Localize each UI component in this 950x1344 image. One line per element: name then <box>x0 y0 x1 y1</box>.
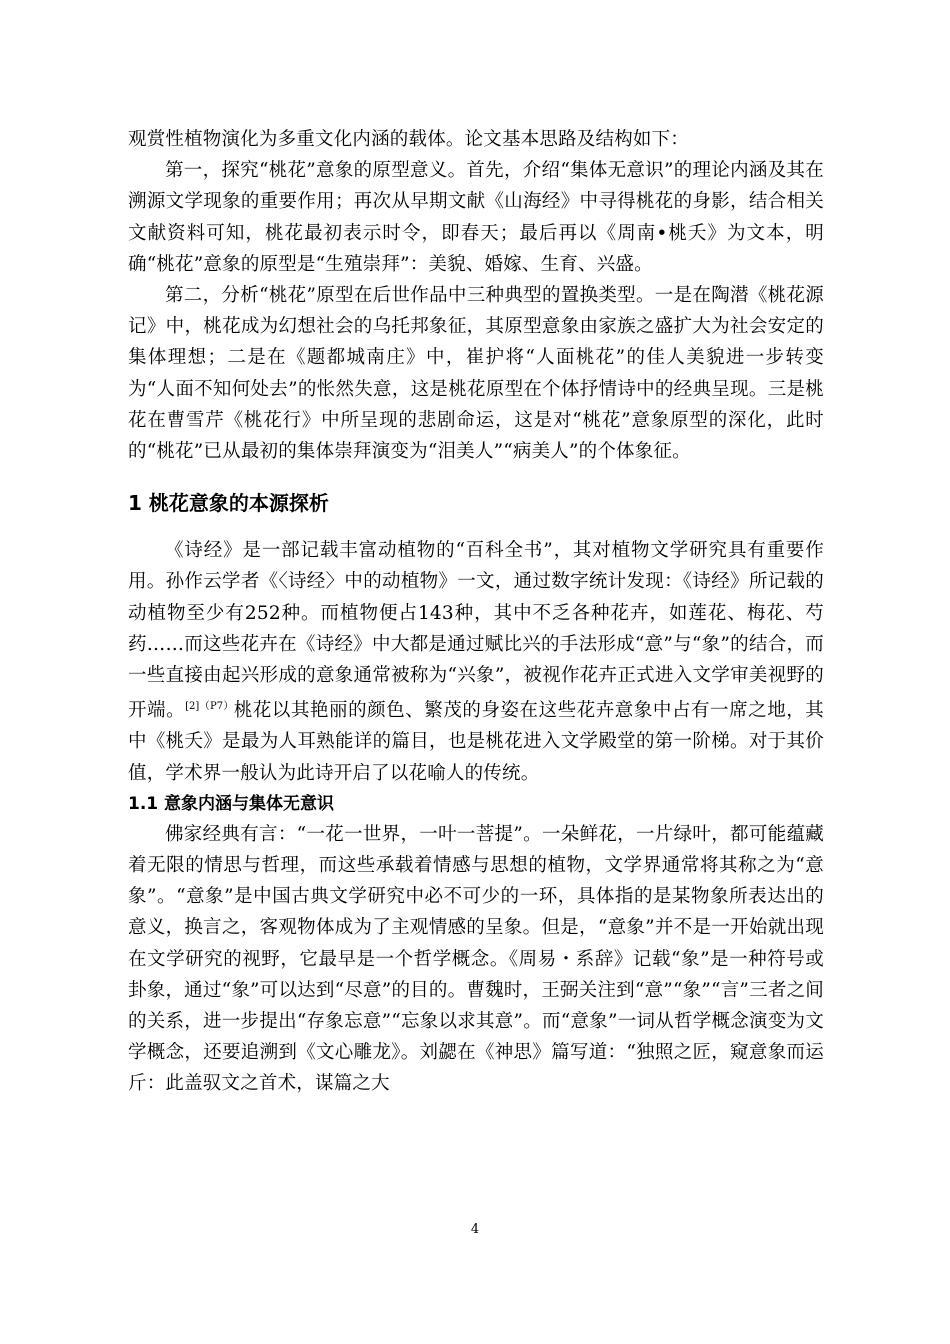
paragraph: 第二，分析“桃花”原型在后世作品中三种典型的置换类型。一是在陶潜《桃花源记》中，桃花成为幻想社会的乌托邦象征，其原型意象由家族之盛扩大为社会安定的集体理想；二是在《题都城南庄》中，崔护将“人面桃花”的佳人美貌进一步转变为“人面不知何处去”的怅然失意，这是桃花原型在个体抒情诗中的经典呈现。三是桃花在曹雪芹《桃花行》中所呈现的悲剧命运，这是对“桃花”意象原型的深化，此时的“桃花”已从最初的集体崇拜演变为“泪美人”“病美人”的个体象征。 <box>128 285 824 463</box>
paragraph <box>128 535 824 789</box>
paragraph-text: 桃花以其艳丽的颜色、繁茂的身姿在这些花卉意象中占有一席之地，其中《桃夭》是最为人耳熟能详的篇目，也是桃花进入文学殿堂的第一阶梯。对于其价值，学术界一般认为此诗开启了以花喻人的传统。 <box>128 700 824 784</box>
citation-marker: [2]（P7） <box>185 701 234 713</box>
paragraph: 佛家经典有言：“一花一世界，一叶一菩提”。一朵鲜花，一片绿叶，都可能蕴藏着无限的情思与哲理，而这些承载着情感与思想的植物，文学界通常将其称之为“意象”。“意象”是中国古典文学研究中必不可少的一环，具体指的是某物象所表达出的意义，换言之，客观物体成为了主观情感的呈象。但是，“意象”并不是一开始就出现在文学研究的视野，它最早是一个哲学概念。《周易・系辞》记载“象”是一种符号或卦象，通过“象”可以达到“尽意”的目的。曹魏时，王弼关注到“意”“象”“言”三者之间的关系，进一步提出“存象忘意”“忘象以求其意”。而“意象”一词从哲学概念演变为文学概念，还要追溯到《文心雕龙》。刘勰在《神思》篇写道：“独照之匠，窥意象而运斤：此盖驭文之首术，谋篇之大 <box>128 823 824 1095</box>
paragraph: 第一，探究“桃花”意象的原型意义。首先，介绍“集体无意识”的理论内涵及其在溯源文学现象的重要作用；再次从早期文献《山海经》中寻得桃花的身影，结合相关文献资料可知，桃花最初表示时令，即春天；最后再以《周南•桃夭》为文本，明确“桃花”意象的原型是“生殖崇拜”：美貌、婚嫁、生育、兴盛。 <box>128 160 824 275</box>
subsection-heading: 1.1 意象内涵与集体无意识 <box>128 793 335 814</box>
paragraph: 观赏性植物演化为多重文化内涵的载体。论文基本思路及结构如下： <box>128 129 690 150</box>
page-number: 4 <box>470 1222 480 1237</box>
section-heading: 1 桃花意象的本源探析 <box>128 491 329 516</box>
paragraph-text: 《诗经》是一部记载丰富动植物的“百科全书”，其对植物文学研究具有重要作用。孙作云学者《〈诗经〉中的动植物》一文，通过数字统计发现：《诗经》所记载的动植物至少有252种。而植物便占143种，其中不乏各种花卉，如莲花、梅花、芍药……而这些花卉在《诗经》中大都是通过赋比兴的手法形成“意”与“象”的结合，而一些直接由起兴形成的意象通常被称为“兴象”，被视作花卉正式进入文学审美视野的开端。 <box>128 540 824 722</box>
page-body <box>128 124 824 1100</box>
